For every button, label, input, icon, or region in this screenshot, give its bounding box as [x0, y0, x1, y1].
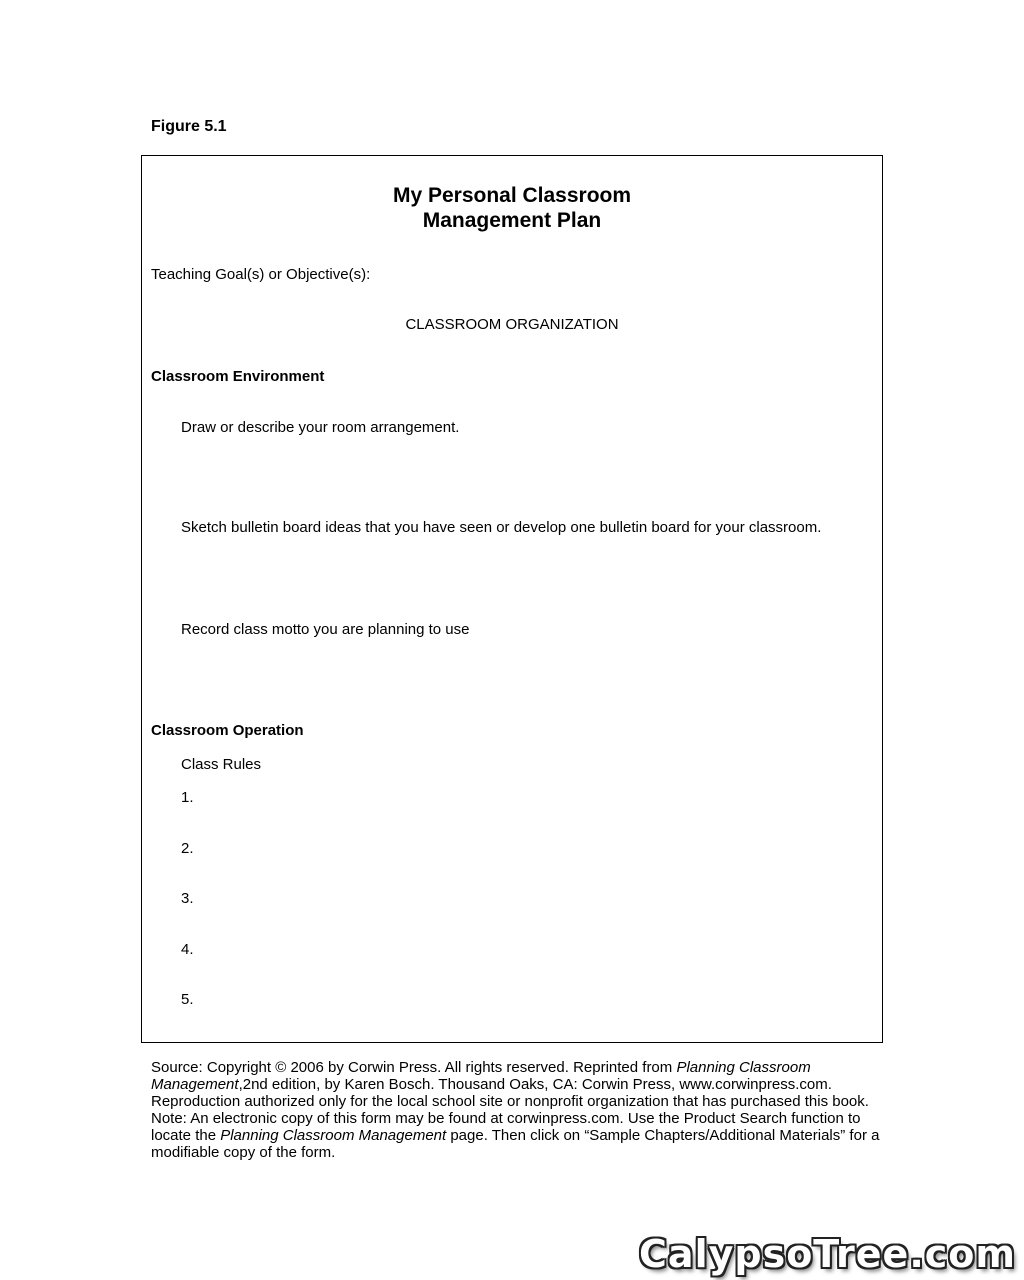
source-book-title: Planning Classroom Management	[151, 1059, 811, 1093]
form-title-line1: My Personal Classroom	[392, 184, 632, 207]
prompt-bulletin-board: Sketch bulletin board ideas that you have seen or develop one bulletin board for your classroom.	[181, 519, 822, 536]
prompt-class-motto: Record class motto you are planning to use	[181, 621, 470, 638]
form-box	[141, 155, 883, 1043]
prompt-room-arrangement: Draw or describe your room arrangement.	[181, 419, 460, 436]
rule-item: 3.	[181, 890, 194, 907]
source-note	[151, 1059, 881, 1161]
environment-heading: Classroom Environment	[151, 368, 325, 385]
source-book-title: Planning Classroom Management	[220, 1127, 447, 1144]
source-text-part1: Source: Copyright © 2006 by Corwin Press. All rights reserved. Reprinted from	[151, 1059, 677, 1076]
source-text-part2: ,2nd edition, by Karen Bosch. Thousand Oaks, CA: Corwin Press, www.corwinpress.com. Reproduction authorized only for the local school site or nonprofit organization that has purchased this book. Note: An electronic copy of this form may be found at corwinpress.com. Use the Product Search function to locate the	[151, 1076, 869, 1144]
section-heading: CLASSROOM ORGANIZATION	[405, 316, 619, 333]
rule-item: 1.	[181, 789, 194, 806]
rule-item: 4.	[181, 941, 194, 958]
operation-heading: Classroom Operation	[151, 722, 304, 739]
form-title-line2: Management Plan	[422, 209, 602, 232]
rule-item: 2.	[181, 840, 194, 857]
form-title	[142, 183, 882, 233]
source-text-part3: page. Then click on “Sample Chapters/Additional Materials” for a modifiable copy of the form.	[151, 1127, 880, 1161]
watermark: CalypsoTree.com	[639, 1232, 1016, 1276]
rule-item: 5.	[181, 991, 194, 1008]
class-rules-label: Class Rules	[181, 756, 262, 773]
figure-label: Figure 5.1	[151, 118, 227, 135]
teaching-goals-label: Teaching Goal(s) or Objective(s):	[151, 266, 371, 283]
